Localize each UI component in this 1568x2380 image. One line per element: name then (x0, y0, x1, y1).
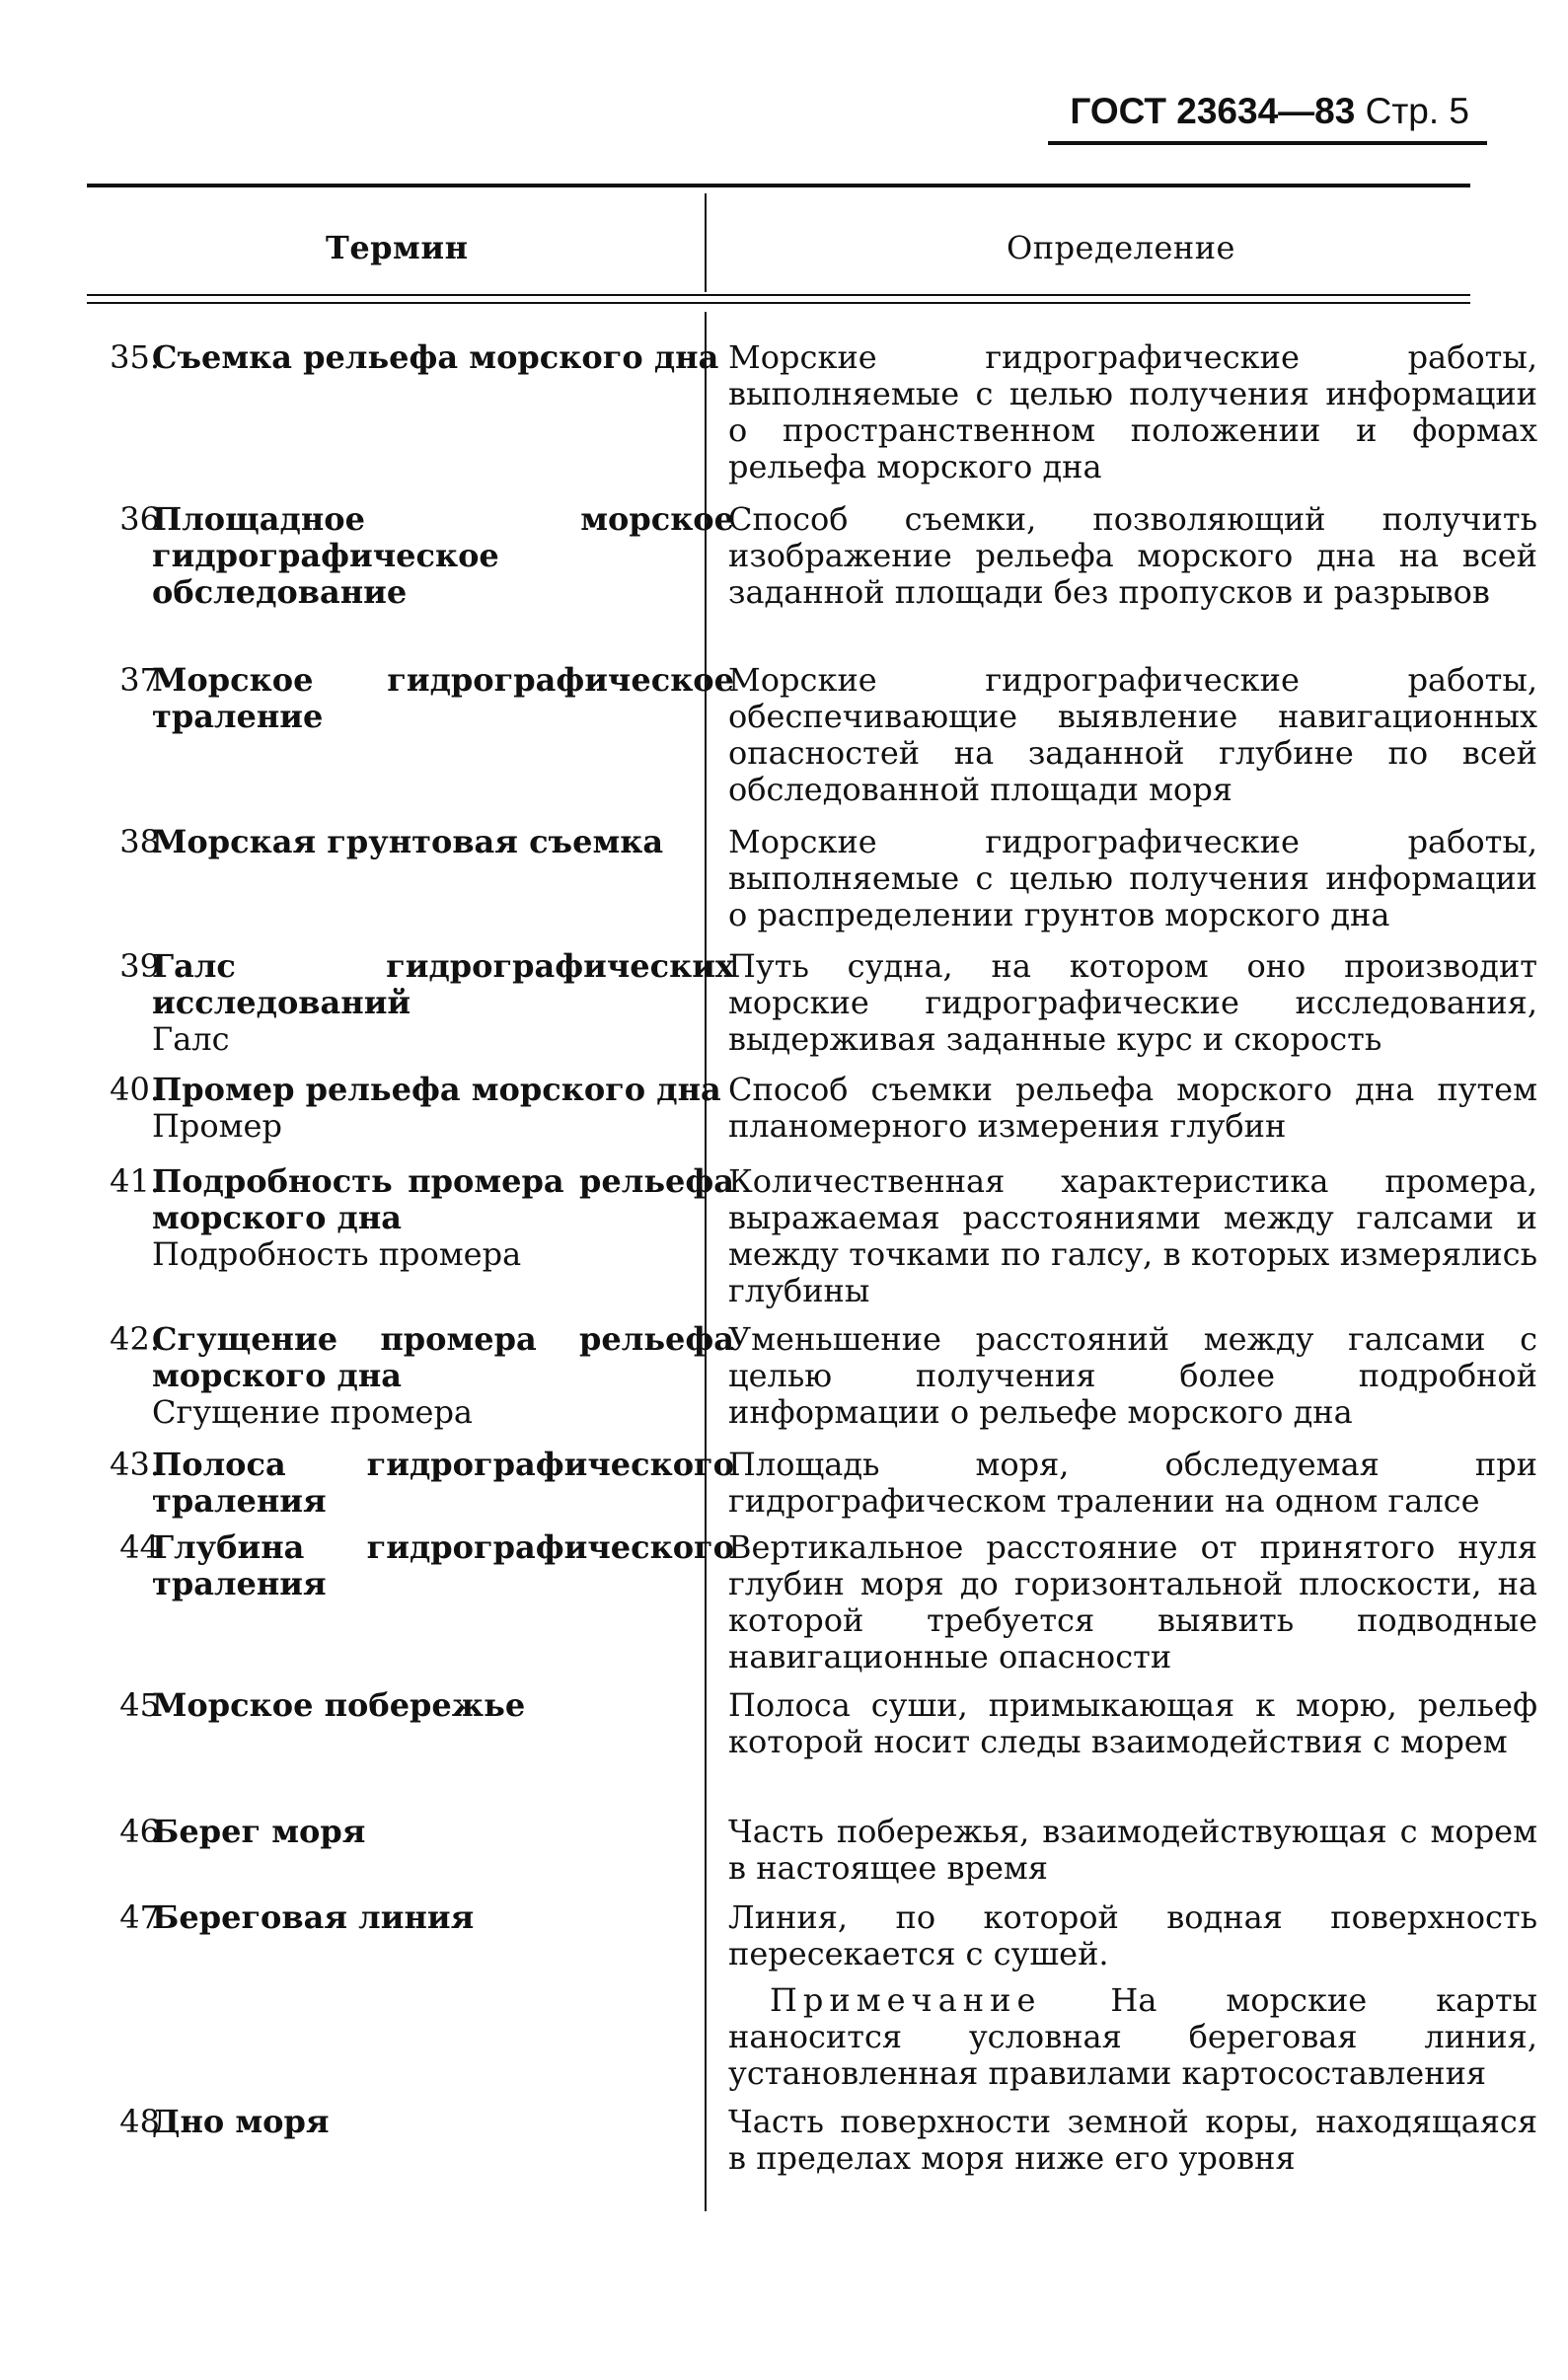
header-double-rule-upper (87, 294, 1470, 296)
entry-definition: Полоса суши, примыкающая к морю, рельеф которой носит следы взаимодействия с морем (728, 1686, 1537, 1760)
entry-synonym: Сгущение промера (152, 1393, 473, 1431)
note-label: Примечание (770, 1981, 1042, 2019)
page-number: Стр. 5 (1365, 91, 1469, 131)
term-text: Съемка рельефа морского дна (152, 338, 719, 376)
header-underline (1048, 141, 1487, 145)
entry-definition: Морские гидрографические работы, выполняемые с целью получения информации о пространственном положении и формах рельефа морского дна (728, 338, 1537, 485)
standard-number: ГОСТ 23634—83 (1070, 91, 1356, 131)
entry-term (152, 824, 734, 860)
entry-number: 37 (119, 661, 160, 699)
page-header (1070, 91, 1469, 132)
term-text: Глубина гидрографического траления (152, 1528, 734, 1602)
entry-number: 41. (110, 1162, 160, 1200)
entry-number: 38 (119, 823, 160, 860)
entry-number: 47 (119, 1898, 160, 1936)
entry-number: 44 (119, 1528, 160, 1566)
entry-definition: Площадь моря, обследуемая при гидрографическом тралении на одном галсе (728, 1446, 1537, 1520)
entry-term (152, 1447, 734, 1520)
entry-number: 48 (119, 2103, 160, 2140)
entry-term (152, 1072, 734, 1145)
term-text: Сгущение промера рельефа морского дна (152, 1320, 734, 1394)
entry-synonym: Промер (152, 1107, 282, 1145)
entry-definition: Способ съемки, позволяющий получить изображение рельефа морского дна на всей заданной площади без пропусков и разрывов (728, 500, 1537, 611)
term-text: Берег моря (152, 1813, 366, 1850)
entry-definition: Способ съемки рельефа морского дна путем планомерного измерения глубин (728, 1071, 1537, 1145)
term-text: Полоса гидрографического траления (152, 1446, 734, 1520)
entry-term (152, 1687, 734, 1724)
term-text: Морское гидрографическое траление (152, 661, 734, 735)
entry-term (152, 2104, 734, 2140)
entry-number: 45 (119, 1686, 160, 1724)
entry-number: 46 (119, 1813, 160, 1850)
entry-synonym: Подробность промера (152, 1235, 522, 1273)
entry-definition: Количественная характеристика промера, выражаемая расстояниями между галсами и между точками по галсу, в которых измерялись глубины (728, 1162, 1537, 1309)
term-text: Дно моря (152, 2103, 330, 2140)
column-header-definition: Определение (1007, 229, 1235, 266)
entry-term (152, 1163, 734, 1273)
entry-term (152, 662, 734, 735)
entry-synonym: Галс (152, 1020, 230, 1058)
entry-term (152, 1529, 734, 1602)
entry-number: 43. (110, 1446, 160, 1483)
entry-definition: Линия, по которой водная поверхность пересекается с сушей. (728, 1898, 1537, 1972)
entry-term (152, 339, 734, 376)
term-text: Площадное морское гидрографическое обследование (152, 500, 734, 611)
entry-definition: Часть побережья, взаимодействующая с морем в настоящее время (728, 1813, 1537, 1887)
entry-number: 39 (119, 947, 160, 985)
entry-term (152, 1321, 734, 1431)
table-top-rule (87, 184, 1470, 187)
note (728, 1982, 1537, 2092)
term-text: Береговая линия (152, 1898, 475, 1936)
entry-definition: Морские гидрографические работы, обеспечивающие выявление навигационных опасностей на заданной глубине по всей обследованной площади моря (728, 661, 1537, 808)
entry-definition: Путь судна, на котором оно производит морские гидрографические исследования, выдерживая заданные курс и скорость (728, 947, 1537, 1058)
entry-term (152, 948, 734, 1058)
entry-number: 36 (119, 500, 160, 538)
term-text: Подробность промера рельефа морского дна (152, 1162, 734, 1236)
term-text: Галс гидрографических исследований (152, 947, 734, 1021)
entry-definition: Вертикальное расстояние от принятого нуля глубин моря до горизонтальной плоскости, на которой требуется выявить подводные навигационные опасности (728, 1528, 1537, 1675)
entry-definition: Уменьшение расстояний между галсами с целью получения более подробной информации о рельефе морского дна (728, 1320, 1537, 1431)
entry-number: 35. (110, 338, 160, 376)
entry-term (152, 1899, 734, 1936)
header-double-rule-lower (87, 302, 1470, 304)
entry-number: 42. (110, 1320, 160, 1358)
term-text: Морская грунтовая съемка (152, 823, 664, 860)
note-text: На морские карты наносится условная береговая линия, установленная правилами картосоставления (728, 1981, 1538, 2092)
term-text: Промер рельефа морского дна (152, 1071, 721, 1108)
entry-number: 40. (110, 1071, 160, 1108)
entry-term (152, 1814, 734, 1850)
entry-definition: Часть поверхности земной коры, находящаяся в пределах моря ниже его уровня (728, 2103, 1537, 2177)
term-text: Морское побережье (152, 1686, 526, 1724)
entry-term (152, 501, 734, 611)
column-header-term: Термин (326, 229, 469, 266)
entry-definition: Морские гидрографические работы, выполняемые с целью получения информации о распределении грунтов морского дна (728, 823, 1537, 933)
